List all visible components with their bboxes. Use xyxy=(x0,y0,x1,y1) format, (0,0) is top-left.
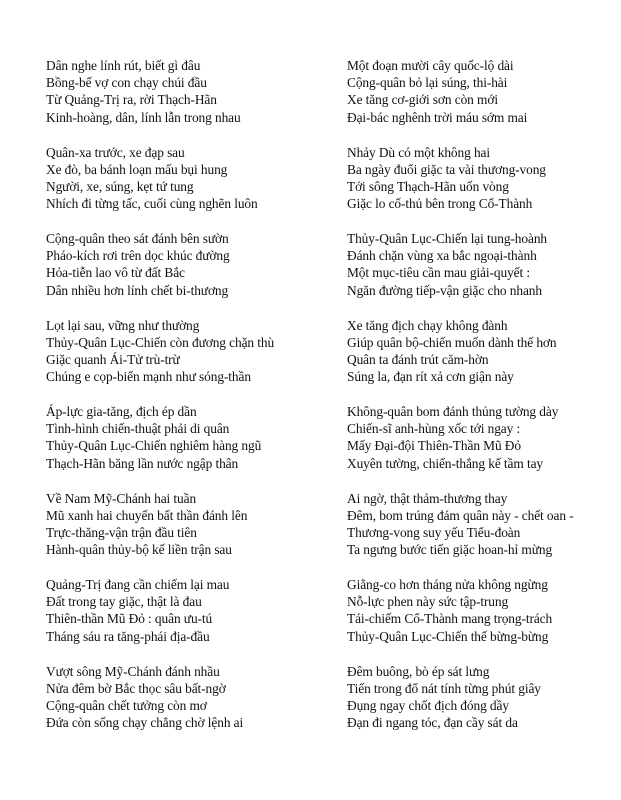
right-column xyxy=(347,57,617,749)
verse-line: Đêm, bom trúng đám quân này - chết oan - xyxy=(347,507,574,523)
stanza xyxy=(46,230,316,317)
verse-line: Xuyên tường, chiến-thắng kế tầm tay xyxy=(347,455,544,471)
stanza xyxy=(347,230,617,317)
verse-line: Quân-xa trước, xe đạp sau xyxy=(46,144,185,160)
verse-line: Một đoạn mười cây quốc-lộ dài xyxy=(347,58,514,73)
verse-line: Vượt sông Mỹ-Chánh đánh nhầu xyxy=(46,663,220,679)
verse-line: Cộng-quân bỏ lại súng, thi-hài xyxy=(347,75,508,91)
stanza xyxy=(46,403,316,490)
verse-line: Về Nam Mỹ-Chánh hai tuần xyxy=(46,490,197,506)
verse-line: Tình-hình chiến-thuật phải di quân xyxy=(46,421,230,437)
stanza xyxy=(347,57,617,144)
stanza xyxy=(347,144,617,231)
stanza xyxy=(46,317,316,404)
verse-line: Thủy-Quân Lục-Chiến nghiêm hàng ngũ xyxy=(46,438,262,454)
verse-line: Tháng sáu ra tăng-phái địa-đầu xyxy=(46,628,210,644)
stanza xyxy=(46,663,316,750)
verse-line: Đụng ngay chốt địch đóng dầy xyxy=(347,697,509,713)
verse-line: Quảng-Trị đang cần chiếm lại mau xyxy=(46,577,230,592)
verse-line: Ai ngờ, thật thảm-thương thay xyxy=(347,490,508,506)
verse-line: Giặc quanh Ái-Tử trù-trừ xyxy=(46,351,180,367)
verse-line: Cộng-quân chết tưởng còn mơ xyxy=(46,697,207,713)
verse-line: Thương-vong suy yếu Tiểu-đoàn xyxy=(347,524,521,540)
verse-line: Trực-thăng-vận trận đầu tiên xyxy=(46,524,197,540)
verse-line: Quân ta đánh trút căm-hờn xyxy=(347,351,489,367)
verse-line: Giằng-co hơn tháng nửa không ngừng xyxy=(347,577,548,592)
verse-line: Nửa đêm bờ Bắc thọc sâu bất-ngờ xyxy=(46,680,226,696)
verse-line: Ngăn đường tiếp-vận giặc cho nhanh xyxy=(347,282,543,298)
verse-line: Dân nghe lính rút, biết gì đâu xyxy=(46,58,201,73)
verse-line: Lọt lại sau, vững như thường xyxy=(46,317,200,333)
verse-line: Ba ngày đuổi giặc ta vài thương-vong xyxy=(347,161,546,177)
verse-line: Giặc lo cố-thủ bên trong Cổ-Thành xyxy=(347,196,533,212)
verse-line: Súng la, đạn rít xả cơn giận này xyxy=(347,369,514,385)
stanza xyxy=(347,403,617,490)
stanza xyxy=(347,663,617,750)
verse-line: Đêm buông, bò ép sát lưng xyxy=(347,663,490,679)
verse-line: Nhảy Dù có một không hai xyxy=(347,144,491,160)
stanza xyxy=(46,490,316,577)
verse-line: Đất trong tay giặc, thật là đau xyxy=(46,594,202,610)
verse-line: Cộng-quân theo sát đánh bên sườn xyxy=(46,231,229,246)
verse-line: Ta ngưng bước tiến giặc hoan-hỉ mừng xyxy=(347,542,553,558)
stanza xyxy=(46,57,316,144)
verse-line: Xe đò, ba bánh loạn mấu bụi hung xyxy=(46,161,228,177)
verse-line: Xe tăng cơ-giới sơn còn mới xyxy=(347,92,498,108)
left-column xyxy=(46,57,316,749)
verse-line: Hành-quân thủy-bộ kế liền trận sau xyxy=(46,542,232,558)
verse-line: Nỗ-lực phen này sức tập-trung xyxy=(347,594,509,610)
verse-line: Hỏa-tiễn lao vô từ đất Bắc xyxy=(46,265,185,281)
verse-line: Không-quân bom đánh thủng tường dày xyxy=(347,404,559,419)
verse-line: Từ Quảng-Trị ra, rời Thạch-Hãn xyxy=(46,92,217,108)
verse-line: Mấy Đại-đội Thiên-Thần Mũ Đỏ xyxy=(347,438,521,454)
stanza xyxy=(347,490,617,577)
verse-line: Nhích đi từng tấc, cuối cùng nghẽn luôn xyxy=(46,196,258,212)
verse-line: Chúng e cọp-biển mạnh như sóng-thần xyxy=(46,369,251,385)
verse-line: Pháo-kích rơi trên dọc khúc đường xyxy=(46,248,230,264)
verse-line: Áp-lực gia-tăng, địch ép dần xyxy=(46,404,197,419)
verse-line: Dân nhiều hơn lính chết bi-thương xyxy=(46,282,229,298)
verse-line: Đánh chặn vùng xa bắc ngoại-thành xyxy=(347,248,537,264)
verse-line: Thạch-Hãn băng lần nước ngập thân xyxy=(46,455,239,471)
verse-line: Đứa còn sống chạy chẳng chờ lệnh ai xyxy=(46,715,244,731)
verse-line: Đạn đi ngang tóc, đạn cầy sát da xyxy=(347,715,518,731)
verse-line: Tái-chiếm Cổ-Thành mang trọng-trách xyxy=(347,611,553,627)
stanza xyxy=(347,317,617,404)
stanza xyxy=(347,576,617,663)
verse-line: Chiến-sĩ anh-hùng xốc tới ngay : xyxy=(347,421,521,437)
verse-line: Thiên-thần Mũ Đỏ : quân ưu-tú xyxy=(46,611,213,627)
verse-line: Đại-bác nghênh trời máu sớm mai xyxy=(347,109,528,125)
verse-line: Một mục-tiêu cần mau giải-quyết : xyxy=(347,265,530,281)
verse-line: Thủy-Quân Lục-Chiến lại tung-hoành xyxy=(347,231,548,246)
verse-line: Thủy-Quân Lục-Chiến còn đương chặn thù xyxy=(46,334,275,350)
verse-line: Thủy-Quân Lục-Chiến thế bừng-bừng xyxy=(347,628,549,644)
stanza xyxy=(46,576,316,663)
verse-line: Mũ xanh hai chuyến bất thần đánh lên xyxy=(46,507,248,523)
verse-line: Giúp quân bộ-chiến muốn dành thế hơn xyxy=(347,334,557,350)
verse-line: Người, xe, súng, kẹt tứ tung xyxy=(46,178,194,194)
verse-line: Bồng-bế vợ con chạy chúi đầu xyxy=(46,75,207,91)
verse-line: Tiến trong đổ nát tính từng phút giây xyxy=(347,680,541,696)
stanza xyxy=(46,144,316,231)
verse-line: Tới sông Thạch-Hãn uốn vòng xyxy=(347,178,509,194)
verse-line: Xe tăng địch chạy không đành xyxy=(347,317,508,333)
verse-line: Kinh-hoàng, dân, lính lẫn trong nhau xyxy=(46,109,241,125)
